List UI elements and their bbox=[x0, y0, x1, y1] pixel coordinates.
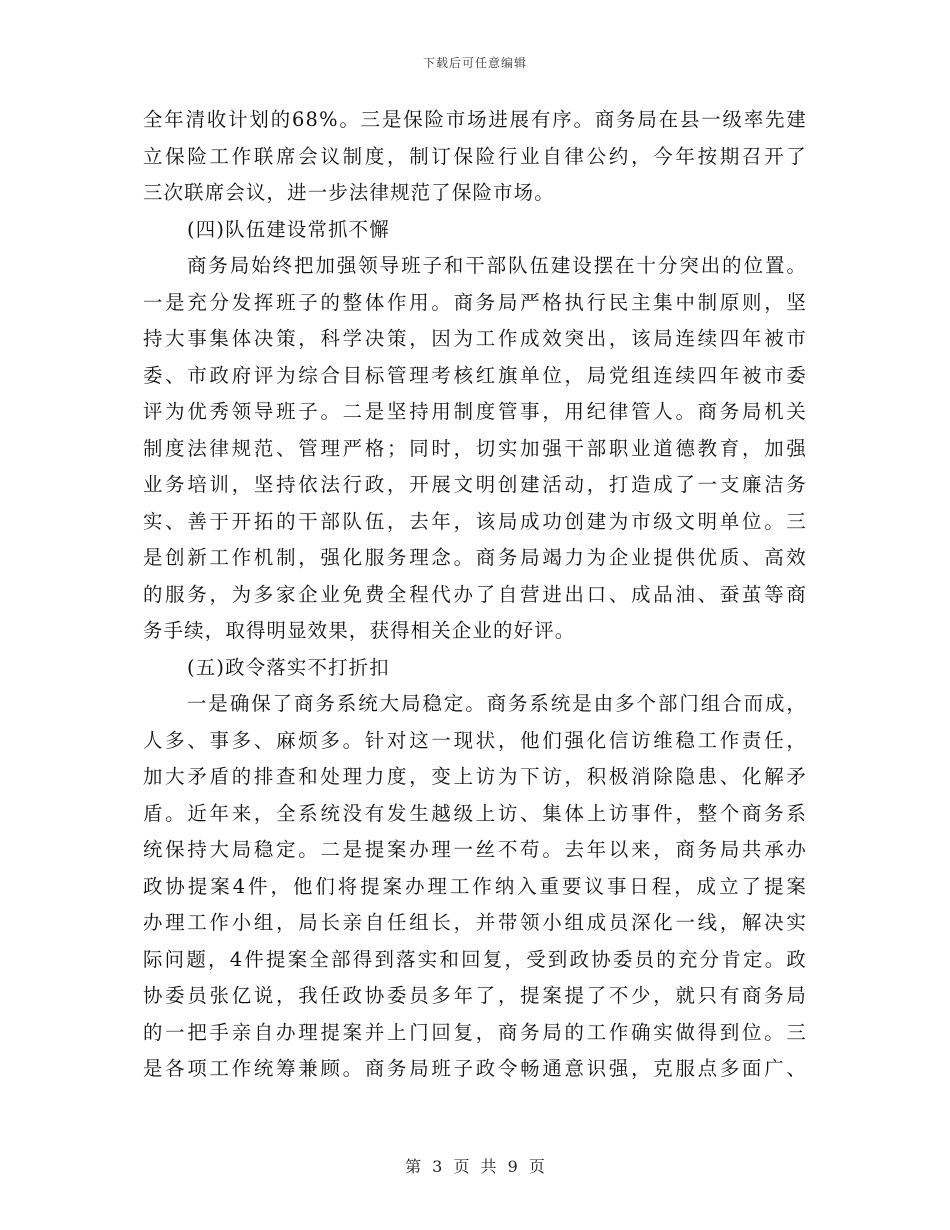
document-body bbox=[143, 102, 807, 1088]
text-line: (五)政令落实不打折扣 bbox=[187, 655, 390, 679]
text-line: 加大矛盾的排查和处理力度，变上访为下访，积极消除隐患、化解矛 bbox=[143, 765, 807, 788]
text-line: 办理工作小组，局长亲自任组长，并带领小组成员深化一线，解决实 bbox=[143, 911, 807, 934]
text-line: 一是充分发挥班子的整体作用。商务局严格执行民主集中制原则，坚 bbox=[143, 290, 807, 314]
text-line: 三次联席会议，进一步法律规范了保险市场。 bbox=[143, 181, 555, 204]
text-line: (四)队伍建设常抓不懈 bbox=[187, 217, 390, 241]
text-line: 制度法律规范、管理严格；同时，切实加强干部职业道德教育，加强 bbox=[143, 436, 807, 460]
page-header: 下载后可任意编辑 bbox=[422, 56, 527, 70]
text-line: 际问题，4件提案全部得到落实和回复，受到政协委员的充分肯定。政 bbox=[143, 947, 807, 971]
text-line: 委、市政府评为综合目标管理考核红旗单位，局党组连续四年被市委 bbox=[143, 363, 807, 387]
page-footer: 第 3 页 共 9 页 bbox=[405, 1157, 545, 1176]
text-line: 全年清收计划的68%。三是保险市场进展有序。商务局在县一级率先建 bbox=[143, 108, 807, 131]
text-line: 政协提案4件，他们将提案办理工作纳入重要议事日程，成立了提案 bbox=[143, 874, 807, 898]
text-line: 业务培训，坚持依法行政，开展文明创建活动，打造成了一支廉洁务 bbox=[143, 473, 807, 496]
text-line: 统保持大局稳定。二是提案办理一丝不苟。去年以来，商务局共承办 bbox=[143, 838, 807, 861]
text-line: 盾。近年来，全系统没有发生越级上访、集体上访事件，整个商务系 bbox=[143, 801, 807, 825]
text-line: 是创新工作机制，强化服务理念。商务局竭力为企业提供优质、高效 bbox=[143, 546, 807, 569]
text-line: 的服务，为多家企业免费全程代办了自营进出口、成品油、蚕茧等商 bbox=[143, 582, 807, 606]
text-line: 协委员张亿说，我任政协委员多年了，提案提了不少，就只有商务局 bbox=[143, 984, 807, 1007]
text-line: 务手续，取得明显效果，获得相关企业的好评。 bbox=[143, 619, 576, 642]
text-line: 人多、事多、麻烦多。针对这一现状，他们强化信访维稳工作责任， bbox=[143, 728, 807, 752]
text-line: 的一把手亲自办理提案并上门回复，商务局的工作确实做得到位。三 bbox=[143, 1020, 807, 1044]
text-line: 立保险工作联席会议制度，制订保险行业自律公约，今年按期召开了 bbox=[143, 144, 807, 168]
text-line: 实、善于开拓的干部队伍，去年，该局成功创建为市级文明单位。三 bbox=[143, 509, 807, 533]
text-line: 一是确保了商务系统大局稳定。商务系统是由多个部门组合而成， bbox=[187, 692, 807, 715]
text-line: 评为优秀领导班子。二是坚持用制度管事，用纪律管人。商务局机关 bbox=[143, 400, 807, 423]
text-line: 持大事集体决策，科学决策，因为工作成效突出，该局连续四年被市 bbox=[143, 327, 807, 350]
text-line: 是各项工作统筹兼顾。商务局班子政令畅通意识强，克服点多面广、 bbox=[143, 1057, 807, 1080]
text-line: 商务局始终把加强领导班子和干部队伍建设摆在十分突出的位置。 bbox=[187, 254, 807, 277]
